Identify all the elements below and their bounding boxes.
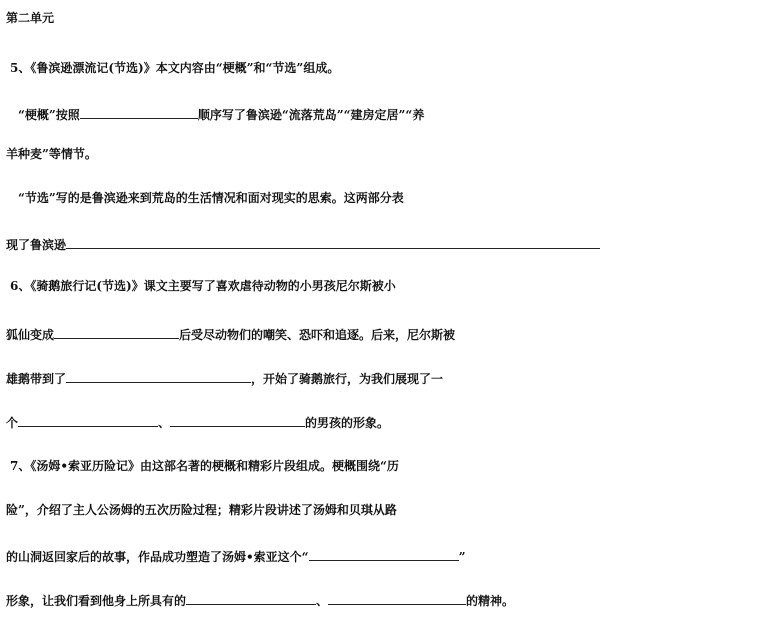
q5-text-4: “节选”写的是鲁滨逊来到荒岛的生活情况和面对现实的思索。这两部分表	[18, 191, 404, 205]
q5-line-5	[6, 228, 759, 259]
q6-text-3a: 雄鹅带到了	[6, 372, 67, 386]
q6-blank-turned-into[interactable]	[54, 318, 179, 339]
q5-line-2	[18, 98, 759, 129]
q6-text-2a: 狐仙变成	[6, 328, 55, 342]
q5-text-2b: 顺序写了鲁滨逊“流落荒岛”“建房定居”“养	[197, 108, 425, 122]
q5-line-3	[6, 140, 759, 168]
q6-line-1	[10, 272, 759, 300]
q7-text-3a: 的山洞返回家后的故事，作品成功塑造了汤姆•索亚这个“	[6, 550, 309, 564]
q5-blank-shown[interactable]	[66, 228, 600, 249]
q5-text-5a: 现了鲁滨逊	[6, 238, 67, 252]
q7-line-3	[6, 540, 759, 571]
unit-heading	[6, 4, 759, 32]
q7-text-4c: 的精神。	[466, 594, 515, 608]
q7-text-4b: 、	[316, 594, 329, 608]
q6-blank-taken-to[interactable]	[66, 362, 251, 383]
q7-line-4	[6, 584, 759, 615]
q7-text-4a: 形象，让我们看到他身上所具有的	[6, 594, 187, 608]
q7-text-1: 7、《汤姆•索亚历险记》由这部名著的梗概和精彩片段组成。梗概围绕“历	[10, 459, 399, 473]
q6-text-3b: ，开始了骑鹅旅行，为我们展现了一	[251, 372, 444, 386]
q6-text-4b: 、	[158, 416, 171, 430]
q7-line-2	[6, 496, 759, 524]
q7-line-1	[10, 452, 759, 480]
q6-line-4	[6, 406, 759, 437]
q5-text-2a: “梗概”按照	[18, 108, 80, 122]
unit-heading-text: 第二单元	[6, 11, 55, 25]
q7-text-3b: ”	[458, 550, 466, 564]
q5-blank-order[interactable]	[80, 98, 198, 119]
q5-line-1	[10, 54, 759, 82]
q5-line-4	[18, 184, 759, 212]
q7-blank-spirit-2[interactable]	[328, 584, 466, 605]
q6-text-4c: 的男孩的形象。	[305, 416, 390, 430]
q6-blank-trait-2[interactable]	[170, 406, 305, 427]
q6-text-1: 6、《骑鹅旅行记(节选)》课文主要写了喜欢虐待动物的小男孩尼尔斯被小	[10, 279, 396, 293]
q7-text-2: 险”，介绍了主人公汤姆的五次历险过程；精彩片段讲述了汤姆和贝琪从路	[6, 503, 397, 517]
q6-blank-trait-1[interactable]	[18, 406, 158, 427]
q7-blank-image[interactable]	[309, 540, 459, 561]
q6-line-2	[6, 318, 759, 349]
q5-text-1: 5、《鲁滨逊漂流记(节选)》本文内容由“梗概”和“节选”组成。	[10, 61, 340, 75]
q6-text-2b: 后受尽动物们的嘲笑、恐吓和追逐。后来，尼尔斯被	[179, 328, 456, 342]
q6-text-4a: 个	[6, 416, 19, 430]
q6-line-3	[6, 362, 759, 393]
q5-text-3: 羊种麦”等情节。	[6, 147, 97, 161]
q7-blank-spirit-1[interactable]	[186, 584, 316, 605]
